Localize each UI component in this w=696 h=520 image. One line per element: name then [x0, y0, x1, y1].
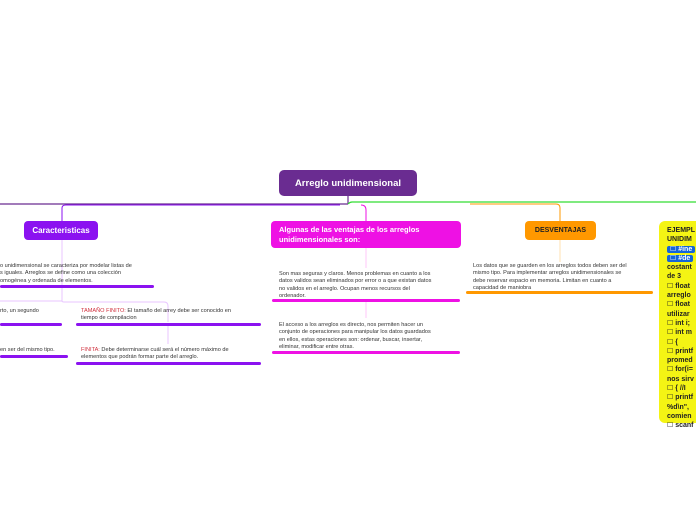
ejemplo-line-1: EJEMPL: [667, 227, 696, 234]
desventajas-underline: [466, 291, 653, 294]
ejemplo-line-7: ☐ float: [667, 282, 690, 290]
desventajas-title: DESVENTAJAS: [534, 227, 587, 234]
caracteristicas-title: Caracteristicas: [32, 226, 90, 235]
ejemplo-line-22: ☐ scanf: [667, 422, 694, 430]
ejemplo-line-3: [667, 245, 696, 254]
tamano-finito-underline: [76, 323, 261, 326]
caracteristicas-desc: o unidimensional se caracteriza por modelar listas de s iguales. Arreglos se define como una colección omogénea y ordenada de elementos.: [0, 263, 132, 284]
finita-text: [81, 347, 261, 362]
ventajas-text-1-underline: [272, 299, 460, 302]
ejemplo-line-2: UNIDIM: [667, 236, 692, 244]
tamano-finito-text: [81, 308, 261, 323]
ejemplo-include-chip: ☐ #ine: [667, 246, 695, 253]
root-title: Arreglo unidimensional: [294, 177, 402, 189]
ventajas-node[interactable]: [271, 221, 461, 248]
root-node[interactable]: [279, 170, 417, 196]
ejemplo-line-13: ☐ {: [667, 338, 678, 346]
ejemplo-line-21: comien: [667, 412, 692, 420]
tamano-finito-desc: El tamaño del arrey debe ser conocido en tiempo de compilacion: [81, 308, 231, 322]
caracteristicas-sub-left-1-underline: [0, 323, 62, 326]
ejemplo-line-4: [667, 254, 696, 263]
caracteristicas-node[interactable]: [24, 221, 98, 240]
ejemplo-line-9: ☐ float: [667, 301, 690, 309]
ejemplo-line-8: arreglo: [667, 292, 691, 300]
ejemplo-line-10: utilizar: [667, 310, 690, 318]
ventajas-text-1: Son mas seguras y claros. Menos problemas en cuanto a los datos validos sean eliminados por error o a que existan datos no validos en el arreglo. Ocupan menos recursos del ordenador.: [279, 271, 432, 299]
caracteristicas-sub-left-2: en ser del mismo tipo.: [0, 347, 55, 353]
ejemplo-line-6: de 3: [667, 273, 682, 281]
ejemplo-line-17: nos sirv: [667, 375, 694, 383]
finita-desc: Debe determinarse cuál será el número máximo de elementos que podrán formar parte del arreglo.: [81, 347, 229, 361]
ventajas-text-2-underline: [272, 351, 460, 354]
ejemplo-define-chip: ☐ #de: [667, 255, 693, 262]
ventajas-text-2: El acceso a los arreglos es directo, nos permiten hacer un conjunto de operaciones para manipular los datos guardados en ellos, estas operaciones son: ordenar, buscar, insertar, eliminar, modificar entre otras.: [279, 322, 431, 350]
ejemplo-line-11: ☐ int i;: [667, 319, 690, 327]
caracteristicas-desc-underline: [0, 285, 154, 288]
ejemplo-line-19: ☐ printf: [667, 394, 694, 402]
ventajas-title: Algunas de las ventajas de los arreglos unidimensionales son:: [279, 225, 420, 244]
finita-label: FINITA:: [81, 347, 100, 353]
caracteristicas-sub-left-1: rto, un segundo: [0, 308, 39, 314]
ejemplo-node[interactable]: [659, 221, 696, 430]
ejemplo-line-16: ☐ for(i=: [667, 366, 693, 374]
ejemplo-line-20: %d\n",: [667, 403, 689, 411]
caracteristicas-sub-left-2-underline: [0, 355, 68, 358]
ejemplo-line-14: ☐ printf: [667, 347, 694, 355]
ejemplo-line-15: promed: [667, 357, 693, 365]
ejemplo-line-18: ☐ { //I: [667, 385, 686, 393]
ejemplo-line-12: ☐ int m: [667, 329, 692, 337]
desventajas-node[interactable]: [525, 221, 596, 240]
desventajas-text: Los datos que se guarden en los arreglos todos deben ser del mismo tipo. Para implementar arreglos unidimensionales se debe reservar espacio en memoria. Limitan en cuanto a capacidad de maniobra: [473, 263, 627, 291]
tamano-finito-label: TAMAÑO FINITO:: [81, 308, 126, 314]
ejemplo-line-5: costant: [667, 264, 692, 272]
finita-underline: [76, 362, 261, 365]
